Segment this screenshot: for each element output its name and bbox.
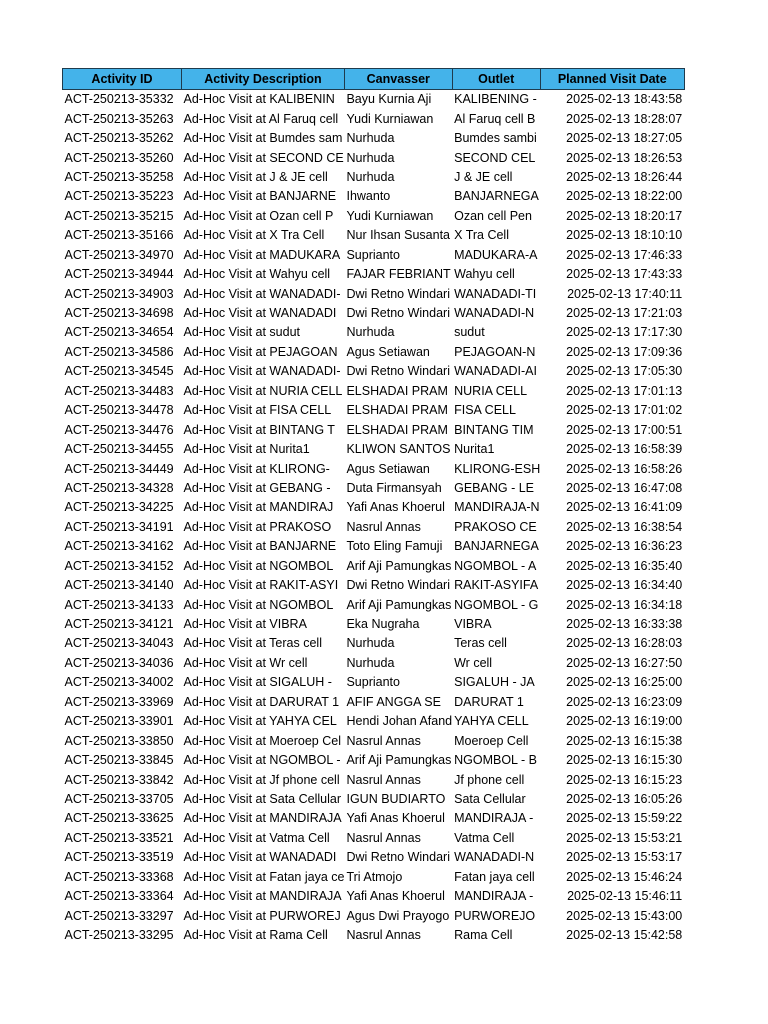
column-header-planned-visit-date[interactable]: Planned Visit Date: [540, 69, 684, 90]
canvasser-cell[interactable]: Nurhuda: [346, 325, 395, 340]
table-row[interactable]: [63, 440, 685, 459]
table-row[interactable]: [63, 323, 685, 342]
outlet-cell[interactable]: WANADADI-N: [454, 306, 535, 321]
activity-description-cell[interactable]: Ad-Hoc Visit at GEBANG -: [183, 480, 331, 495]
outlet-cell[interactable]: sudut: [454, 325, 485, 340]
activity-description-cell[interactable]: Ad-Hoc Visit at PEJAGOAN: [183, 344, 338, 359]
outlet-cell[interactable]: Nurita1: [454, 442, 495, 457]
activity-description-cell[interactable]: Ad-Hoc Visit at X Tra Cell: [183, 228, 325, 243]
activity-id-cell[interactable]: ACT-250213-34036: [64, 655, 174, 670]
outlet-cell[interactable]: MANDIRAJA -: [454, 811, 534, 826]
activity-id-cell[interactable]: ACT-250213-35223: [64, 189, 174, 204]
activity-id-cell[interactable]: ACT-250213-34483: [64, 383, 174, 398]
activity-id-cell[interactable]: ACT-250213-35166: [64, 228, 174, 243]
planned-visit-date-cell[interactable]: 2025-02-13 18:20:17: [566, 208, 683, 223]
outlet-cell[interactable]: SECOND CEL: [454, 150, 536, 165]
planned-visit-date-cell[interactable]: 2025-02-13 15:46:11: [567, 889, 683, 904]
outlet-cell[interactable]: PURWOREJO: [454, 908, 536, 923]
activity-description-cell[interactable]: Ad-Hoc Visit at PRAKOSO: [183, 519, 332, 534]
table-row[interactable]: [63, 459, 685, 478]
canvasser-cell[interactable]: Arif Aji Pamungkas: [346, 558, 452, 573]
activity-description-cell[interactable]: Ad-Hoc Visit at YAHYA CEL: [183, 714, 337, 729]
header-row: [63, 69, 685, 90]
canvasser-cell[interactable]: Nasrul Annas: [346, 928, 421, 943]
table-row[interactable]: [63, 246, 685, 265]
planned-visit-date-cell[interactable]: 2025-02-13 16:23:09: [566, 694, 683, 709]
activity-description-cell[interactable]: Ad-Hoc Visit at KLIRONG-: [183, 461, 330, 476]
table-row[interactable]: [63, 809, 685, 828]
activity-description-cell[interactable]: Ad-Hoc Visit at Moeroep Cel: [183, 733, 341, 748]
planned-visit-date-cell[interactable]: 2025-02-13 16:58:39: [566, 442, 683, 457]
canvasser-cell[interactable]: FAJAR FEBRIANT: [346, 267, 451, 282]
planned-visit-date-cell[interactable]: 2025-02-13 15:59:22: [566, 811, 683, 826]
canvasser-cell[interactable]: ELSHADAI PRAM: [346, 383, 448, 398]
activity-id-cell[interactable]: ACT-250213-33850: [64, 733, 174, 748]
canvasser-cell[interactable]: Nurhuda: [346, 131, 395, 146]
activity-description-cell[interactable]: Ad-Hoc Visit at NGOMBOL: [183, 597, 334, 612]
planned-visit-date-cell[interactable]: 2025-02-13 16:19:00: [566, 714, 683, 729]
canvasser-cell[interactable]: Yafi Anas Khoerul: [346, 811, 445, 826]
activity-id-cell[interactable]: ACT-250213-34449: [64, 461, 174, 476]
table-row[interactable]: [63, 673, 685, 692]
planned-visit-date-cell[interactable]: 2025-02-13 17:40:11: [567, 286, 683, 301]
canvasser-cell[interactable]: Yudi Kurniawan: [346, 111, 434, 126]
outlet-cell[interactable]: Rama Cell: [454, 928, 513, 943]
activity-description-cell[interactable]: Ad-Hoc Visit at SECOND CE: [183, 150, 344, 165]
planned-visit-date-cell[interactable]: 2025-02-13 18:27:05: [566, 131, 683, 146]
activity-id-cell[interactable]: ACT-250213-34903: [64, 286, 174, 301]
outlet-cell[interactable]: Bumdes sambi: [454, 131, 537, 146]
outlet-cell[interactable]: NGOMBOL - A: [454, 558, 537, 573]
activity-description-cell[interactable]: Ad-Hoc Visit at WANADADI-: [183, 286, 341, 301]
outlet-cell[interactable]: BINTANG TIM: [454, 422, 534, 437]
outlet-cell[interactable]: MANDIRAJA-N: [454, 500, 540, 515]
activity-id-cell[interactable]: ACT-250213-35263: [64, 111, 174, 126]
planned-visit-date-cell[interactable]: 2025-02-13 17:21:03: [566, 306, 683, 321]
outlet-cell[interactable]: Fatan jaya cell: [454, 869, 535, 884]
activity-id-cell[interactable]: ACT-250213-35332: [64, 92, 174, 107]
activity-description-cell[interactable]: Ad-Hoc Visit at WANADADI: [183, 306, 337, 321]
column-header-activity-id[interactable]: Activity ID: [63, 69, 182, 90]
activity-description-cell[interactable]: Ad-Hoc Visit at MADUKARA: [183, 247, 341, 262]
activity-description-cell[interactable]: Ad-Hoc Visit at Vatma Cell: [183, 830, 330, 845]
planned-visit-date-cell[interactable]: 2025-02-13 17:09:36: [566, 344, 683, 359]
activity-description-cell[interactable]: Ad-Hoc Visit at KALIBENIN: [183, 92, 335, 107]
table-row[interactable]: [63, 906, 685, 925]
table-row[interactable]: [63, 868, 685, 887]
activity-id-cell[interactable]: ACT-250213-34545: [64, 364, 174, 379]
activity-description-cell[interactable]: Ad-Hoc Visit at Al Faruq cell: [183, 111, 339, 126]
planned-visit-date-cell[interactable]: 2025-02-13 16:25:00: [566, 675, 683, 690]
table-row[interactable]: [63, 731, 685, 750]
table-row[interactable]: [63, 790, 685, 809]
canvasser-cell[interactable]: AFIF ANGGA SE: [346, 694, 441, 709]
canvasser-cell[interactable]: Agus Dwi Prayogo: [346, 908, 450, 923]
planned-visit-date-cell[interactable]: 2025-02-13 17:01:13: [566, 383, 683, 398]
activity-id-cell[interactable]: ACT-250213-34133: [64, 597, 174, 612]
canvasser-cell[interactable]: Nurhuda: [346, 636, 395, 651]
planned-visit-date-cell[interactable]: 2025-02-13 16:38:54: [566, 519, 683, 534]
activity-id-cell[interactable]: ACT-250213-33521: [64, 830, 174, 845]
table-row[interactable]: [63, 187, 685, 206]
activity-description-cell[interactable]: Ad-Hoc Visit at BANJARNE: [183, 189, 337, 204]
outlet-cell[interactable]: Wahyu cell: [454, 267, 515, 282]
table-row[interactable]: [63, 207, 685, 226]
outlet-cell[interactable]: DARURAT 1: [454, 694, 524, 709]
column-header-outlet[interactable]: Outlet: [452, 69, 540, 90]
planned-visit-date-cell[interactable]: 2025-02-13 16:15:23: [566, 772, 683, 787]
activity-id-cell[interactable]: ACT-250213-33901: [64, 714, 174, 729]
activity-description-cell[interactable]: Ad-Hoc Visit at Ozan cell P: [183, 208, 334, 223]
activity-description-cell[interactable]: Ad-Hoc Visit at RAKIT-ASYI: [183, 578, 339, 593]
planned-visit-date-cell[interactable]: 2025-02-13 16:34:40: [566, 578, 683, 593]
activity-id-cell[interactable]: ACT-250213-34121: [64, 617, 174, 632]
canvasser-cell[interactable]: KLIWON SANTOS: [346, 442, 451, 457]
activity-description-cell[interactable]: Ad-Hoc Visit at Wahyu cell: [183, 267, 331, 282]
canvasser-cell[interactable]: Nasrul Annas: [346, 772, 421, 787]
activity-id-cell[interactable]: ACT-250213-33295: [64, 928, 174, 943]
planned-visit-date-cell[interactable]: 2025-02-13 18:28:07: [566, 111, 683, 126]
canvasser-cell[interactable]: Arif Aji Pamungkas: [346, 753, 452, 768]
table-row[interactable]: [63, 498, 685, 517]
planned-visit-date-cell[interactable]: 2025-02-13 16:35:40: [566, 558, 683, 573]
activity-description-cell[interactable]: Ad-Hoc Visit at VIBRA: [183, 617, 307, 632]
table-row[interactable]: [63, 362, 685, 381]
outlet-cell[interactable]: FISA CELL: [454, 403, 516, 418]
planned-visit-date-cell[interactable]: 2025-02-13 18:10:10: [566, 228, 683, 243]
activity-description-cell[interactable]: Ad-Hoc Visit at BANJARNE: [183, 539, 337, 554]
activity-id-cell[interactable]: ACT-250213-34654: [64, 325, 174, 340]
table-row[interactable]: [63, 595, 685, 614]
activity-id-cell[interactable]: ACT-250213-33625: [64, 811, 174, 826]
activity-description-cell[interactable]: Ad-Hoc Visit at WANADADI-: [183, 364, 341, 379]
planned-visit-date-cell[interactable]: 2025-02-13 15:43:00: [566, 908, 683, 923]
planned-visit-date-cell[interactable]: 2025-02-13 15:53:17: [566, 850, 683, 865]
planned-visit-date-cell[interactable]: 2025-02-13 18:22:00: [566, 189, 683, 204]
outlet-cell[interactable]: RAKIT-ASYIFA: [454, 578, 539, 593]
canvasser-cell[interactable]: Yafi Anas Khoerul: [346, 889, 445, 904]
canvasser-cell[interactable]: Nurhuda: [346, 150, 395, 165]
outlet-cell[interactable]: SIGALUH - JA: [454, 675, 535, 690]
activity-table: [62, 68, 685, 945]
planned-visit-date-cell[interactable]: 2025-02-13 16:15:38: [566, 733, 683, 748]
outlet-cell[interactable]: PRAKOSO CE: [454, 519, 537, 534]
canvasser-cell[interactable]: Nasrul Annas: [346, 830, 421, 845]
outlet-cell[interactable]: Ozan cell Pen: [454, 208, 532, 223]
activity-id-cell[interactable]: ACT-250213-35258: [64, 169, 174, 184]
outlet-cell[interactable]: Sata Cellular: [454, 791, 526, 806]
activity-id-cell[interactable]: ACT-250213-33368: [64, 869, 174, 884]
planned-visit-date-cell[interactable]: 2025-02-13 17:46:33: [566, 247, 683, 262]
canvasser-cell[interactable]: Dwi Retno Windari: [346, 578, 450, 593]
activity-description-cell[interactable]: Ad-Hoc Visit at SIGALUH -: [183, 675, 332, 690]
activity-description-cell[interactable]: Ad-Hoc Visit at MANDIRAJA: [183, 889, 342, 904]
activity-description-cell[interactable]: Ad-Hoc Visit at WANADADI: [183, 850, 337, 865]
outlet-cell[interactable]: Wr cell: [454, 655, 493, 670]
table-row[interactable]: [63, 615, 685, 634]
activity-description-cell[interactable]: Ad-Hoc Visit at PURWOREJ: [183, 908, 341, 923]
canvasser-cell[interactable]: Eka Nugraha: [346, 617, 420, 632]
planned-visit-date-cell[interactable]: 2025-02-13 17:05:30: [566, 364, 683, 379]
table-row[interactable]: [63, 829, 685, 848]
table-row[interactable]: [63, 401, 685, 420]
table-row[interactable]: [63, 848, 685, 867]
outlet-cell[interactable]: NGOMBOL - G: [454, 597, 539, 612]
canvasser-cell[interactable]: Agus Setiawan: [346, 344, 430, 359]
activity-description-cell[interactable]: Ad-Hoc Visit at Bumdes sam: [183, 131, 343, 146]
activity-id-cell[interactable]: ACT-250213-33705: [64, 791, 174, 806]
canvasser-cell[interactable]: Yafi Anas Khoerul: [346, 500, 445, 515]
activity-id-cell[interactable]: ACT-250213-33969: [64, 694, 174, 709]
canvasser-cell[interactable]: Dwi Retno Windari: [346, 306, 450, 321]
canvasser-cell[interactable]: Nasrul Annas: [346, 733, 421, 748]
outlet-cell[interactable]: WANADADI-AI: [454, 364, 537, 379]
table-row[interactable]: [63, 343, 685, 362]
planned-visit-date-cell[interactable]: 2025-02-13 18:26:44: [566, 169, 683, 184]
activity-description-cell[interactable]: Ad-Hoc Visit at J & JE cell: [183, 169, 328, 184]
outlet-cell[interactable]: KLIRONG-ESH: [454, 461, 541, 476]
table-row[interactable]: [63, 479, 685, 498]
planned-visit-date-cell[interactable]: 2025-02-13 16:41:09: [566, 500, 683, 515]
activity-description-cell[interactable]: Ad-Hoc Visit at BINTANG T: [183, 422, 335, 437]
canvasser-cell[interactable]: Dwi Retno Windari: [346, 364, 450, 379]
activity-id-cell[interactable]: ACT-250213-33364: [64, 889, 174, 904]
planned-visit-date-cell[interactable]: 2025-02-13 17:17:30: [566, 325, 683, 340]
activity-description-cell[interactable]: Ad-Hoc Visit at NGOMBOL: [183, 558, 334, 573]
planned-visit-date-cell[interactable]: 2025-02-13 16:15:30: [566, 753, 683, 768]
table-row[interactable]: [63, 90, 685, 110]
table-row[interactable]: [63, 712, 685, 731]
canvasser-cell[interactable]: Nur Ihsan Susanta: [346, 228, 451, 243]
outlet-cell[interactable]: NGOMBOL - B: [454, 753, 537, 768]
activity-description-cell[interactable]: Ad-Hoc Visit at Jf phone cell: [183, 772, 340, 787]
planned-visit-date-cell[interactable]: 2025-02-13 16:36:23: [566, 539, 683, 554]
activity-id-cell[interactable]: ACT-250213-34140: [64, 578, 174, 593]
outlet-cell[interactable]: NURIA CELL: [454, 383, 528, 398]
canvasser-cell[interactable]: Bayu Kurnia Aji: [346, 92, 432, 107]
table-row[interactable]: [63, 129, 685, 148]
activity-description-cell[interactable]: Ad-Hoc Visit at Wr cell: [183, 655, 308, 670]
table-row[interactable]: [63, 557, 685, 576]
table-row[interactable]: [63, 265, 685, 284]
table-row[interactable]: [63, 109, 685, 128]
outlet-cell[interactable]: MADUKARA-A: [454, 247, 538, 262]
outlet-cell[interactable]: WANADADI-N: [454, 850, 535, 865]
activity-description-cell[interactable]: Ad-Hoc Visit at MANDIRAJ: [183, 500, 334, 515]
activity-description-cell[interactable]: Ad-Hoc Visit at Sata Cellular: [183, 791, 341, 806]
outlet-cell[interactable]: YAHYA CELL: [454, 714, 529, 729]
canvasser-cell[interactable]: ELSHADAI PRAM: [346, 403, 448, 418]
activity-id-cell[interactable]: ACT-250213-34043: [64, 636, 174, 651]
table-row[interactable]: [63, 887, 685, 906]
column-header-activity-description[interactable]: Activity Description: [182, 69, 345, 90]
canvasser-cell[interactable]: Suprianto: [346, 247, 400, 262]
canvasser-cell[interactable]: Nurhuda: [346, 655, 395, 670]
activity-description-cell[interactable]: Ad-Hoc Visit at NGOMBOL -: [183, 753, 341, 768]
table-row[interactable]: [63, 654, 685, 673]
planned-visit-date-cell[interactable]: 2025-02-13 16:27:50: [566, 655, 683, 670]
table-row[interactable]: [63, 751, 685, 770]
activity-description-cell[interactable]: Ad-Hoc Visit at sudut: [183, 325, 300, 340]
planned-visit-date-cell[interactable]: 2025-02-13 16:28:03: [566, 636, 683, 651]
outlet-cell[interactable]: KALIBENING -: [454, 92, 537, 107]
canvasser-cell[interactable]: Nasrul Annas: [346, 519, 421, 534]
table-row[interactable]: [63, 304, 685, 323]
activity-id-cell[interactable]: ACT-250213-33297: [64, 908, 174, 923]
table-row[interactable]: [63, 382, 685, 401]
planned-visit-date-cell[interactable]: 2025-02-13 16:05:26: [566, 791, 683, 806]
planned-visit-date-cell[interactable]: 2025-02-13 17:01:02: [566, 403, 683, 418]
table-row[interactable]: [63, 634, 685, 653]
table-row[interactable]: [63, 576, 685, 595]
column-header-canvasser[interactable]: Canvasser: [344, 69, 452, 90]
table-row[interactable]: [63, 284, 685, 303]
activity-id-cell[interactable]: ACT-250213-34191: [64, 519, 174, 534]
planned-visit-date-cell[interactable]: 2025-02-13 16:34:18: [566, 597, 683, 612]
outlet-cell[interactable]: Al Faruq cell B: [454, 111, 536, 126]
canvasser-cell[interactable]: Hendi Johan Afand: [346, 714, 453, 729]
activity-id-cell[interactable]: ACT-250213-34328: [64, 480, 174, 495]
canvasser-cell[interactable]: Arif Aji Pamungkas: [346, 597, 452, 612]
canvasser-cell[interactable]: Suprianto: [346, 675, 400, 690]
outlet-cell[interactable]: WANADADI-TI: [454, 286, 537, 301]
table-row[interactable]: [63, 420, 685, 439]
outlet-cell[interactable]: Teras cell: [454, 636, 507, 651]
activity-id-cell[interactable]: ACT-250213-35260: [64, 150, 174, 165]
activity-description-cell[interactable]: Ad-Hoc Visit at Teras cell: [183, 636, 322, 651]
canvasser-cell[interactable]: Toto Eling Famuji: [346, 539, 443, 554]
table-row[interactable]: [63, 693, 685, 712]
canvasser-cell[interactable]: Ihwanto: [346, 189, 391, 204]
outlet-cell[interactable]: Moeroep Cell: [454, 733, 529, 748]
canvasser-cell[interactable]: Yudi Kurniawan: [346, 208, 434, 223]
outlet-cell[interactable]: MANDIRAJA -: [454, 889, 534, 904]
activity-id-cell[interactable]: ACT-250213-34152: [64, 558, 174, 573]
outlet-cell[interactable]: Vatma Cell: [454, 830, 515, 845]
activity-id-cell[interactable]: ACT-250213-34944: [64, 267, 174, 282]
activity-description-cell[interactable]: Ad-Hoc Visit at Fatan jaya ce: [183, 869, 345, 884]
table-row[interactable]: [63, 770, 685, 789]
activity-description-cell[interactable]: Ad-Hoc Visit at FISA CELL: [183, 403, 332, 418]
outlet-cell[interactable]: BANJARNEGA: [454, 189, 539, 204]
table-row[interactable]: [63, 226, 685, 245]
activity-id-cell[interactable]: ACT-250213-33842: [64, 772, 174, 787]
activity-id-cell[interactable]: ACT-250213-34162: [64, 539, 174, 554]
canvasser-cell[interactable]: Nurhuda: [346, 169, 395, 184]
planned-visit-date-cell[interactable]: 2025-02-13 18:26:53: [566, 150, 683, 165]
planned-visit-date-cell[interactable]: 2025-02-13 17:43:33: [566, 267, 683, 282]
activity-id-cell[interactable]: ACT-250213-34002: [64, 675, 174, 690]
activity-id-cell[interactable]: ACT-250213-34970: [64, 247, 174, 262]
canvasser-cell[interactable]: IGUN BUDIARTO: [346, 791, 446, 806]
table-row[interactable]: [63, 168, 685, 187]
outlet-cell[interactable]: X Tra Cell: [454, 228, 509, 243]
activity-id-cell[interactable]: ACT-250213-34476: [64, 422, 174, 437]
activity-id-cell[interactable]: ACT-250213-34455: [64, 442, 174, 457]
outlet-cell[interactable]: Jf phone cell: [454, 772, 525, 787]
activity-id-cell[interactable]: ACT-250213-33845: [64, 753, 174, 768]
table-row[interactable]: [63, 518, 685, 537]
table-row[interactable]: [63, 537, 685, 556]
planned-visit-date-cell[interactable]: 2025-02-13 15:42:58: [566, 928, 683, 943]
outlet-cell[interactable]: GEBANG - LE: [454, 480, 534, 495]
canvasser-cell[interactable]: ELSHADAI PRAM: [346, 422, 448, 437]
activity-description-cell[interactable]: Ad-Hoc Visit at DARURAT 1: [183, 694, 340, 709]
activity-id-cell[interactable]: ACT-250213-35215: [64, 208, 174, 223]
planned-visit-date-cell[interactable]: 2025-02-13 16:33:38: [566, 617, 683, 632]
planned-visit-date-cell[interactable]: 2025-02-13 17:00:51: [566, 422, 683, 437]
table-row[interactable]: [63, 148, 685, 167]
planned-visit-date-cell[interactable]: 2025-02-13 15:53:21: [566, 830, 683, 845]
activity-description-cell[interactable]: Ad-Hoc Visit at NURIA CELL: [183, 383, 343, 398]
planned-visit-date-cell[interactable]: 2025-02-13 15:46:24: [566, 869, 683, 884]
activity-description-cell[interactable]: Ad-Hoc Visit at MANDIRAJA: [183, 811, 342, 826]
activity-id-cell[interactable]: ACT-250213-34586: [64, 344, 174, 359]
planned-visit-date-cell[interactable]: 2025-02-13 16:58:26: [566, 461, 683, 476]
activity-id-cell[interactable]: ACT-250213-34698: [64, 306, 174, 321]
outlet-cell[interactable]: J & JE cell: [454, 169, 513, 184]
activity-id-cell[interactable]: ACT-250213-33519: [64, 850, 174, 865]
table-row[interactable]: [63, 926, 685, 945]
activity-description-cell[interactable]: Ad-Hoc Visit at Nurita1: [183, 442, 310, 457]
canvasser-cell[interactable]: Tri Atmojo: [346, 869, 403, 884]
planned-visit-date-cell[interactable]: 2025-02-13 16:47:08: [566, 480, 683, 495]
canvasser-cell[interactable]: Duta Firmansyah: [346, 480, 442, 495]
canvasser-cell[interactable]: Dwi Retno Windari: [346, 850, 450, 865]
activity-id-cell[interactable]: ACT-250213-35262: [64, 131, 174, 146]
activity-description-cell[interactable]: Ad-Hoc Visit at Rama Cell: [183, 928, 328, 943]
activity-id-cell[interactable]: ACT-250213-34478: [64, 403, 174, 418]
planned-visit-date-cell[interactable]: 2025-02-13 18:43:58: [566, 92, 683, 107]
activity-id-cell[interactable]: ACT-250213-34225: [64, 500, 174, 515]
canvasser-cell[interactable]: Dwi Retno Windari: [346, 286, 450, 301]
outlet-cell[interactable]: VIBRA: [454, 617, 492, 632]
canvasser-cell[interactable]: Agus Setiawan: [346, 461, 430, 476]
outlet-cell[interactable]: PEJAGOAN-N: [454, 344, 536, 359]
outlet-cell[interactable]: BANJARNEGA: [454, 539, 539, 554]
